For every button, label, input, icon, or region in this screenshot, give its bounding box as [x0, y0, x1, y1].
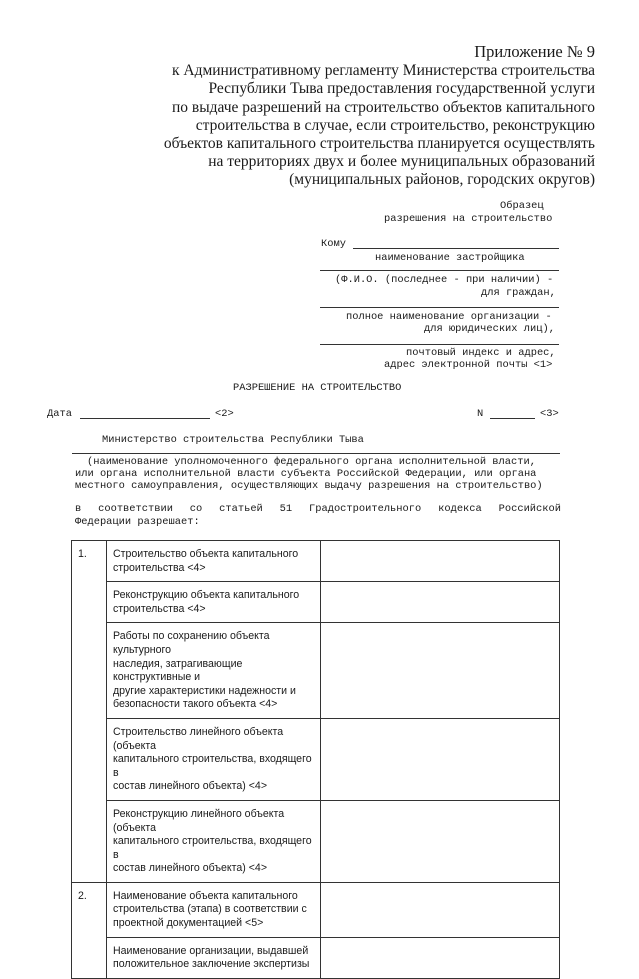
fio-caption: для граждан,: [481, 287, 556, 299]
row-label-line: строительства (этапа) в соответствии с: [113, 903, 307, 916]
permission-statement: [75, 503, 561, 515]
row-label-line: состав линейного объекта) <4>: [113, 862, 268, 875]
row-label-line: другие характеристики надежности и: [113, 684, 296, 697]
org-line: [320, 307, 559, 308]
number-note: <3>: [540, 408, 559, 420]
header-line: на территориях двух и более муниципальных образований: [208, 153, 595, 171]
row-label-line: капитального строительства, входящего в: [113, 835, 312, 861]
row-label-line: Строительство объекта капитального: [113, 548, 299, 560]
row-label-line: положительное заключение экспертизы: [113, 958, 310, 971]
row-label-line: строительства <4>: [113, 561, 206, 574]
row-value[interactable]: [321, 623, 560, 719]
row-label-line: безопасности такого объекта <4>: [113, 698, 278, 711]
row-label: [107, 937, 321, 978]
row-number: 2.: [72, 882, 107, 978]
table-row: [72, 718, 560, 800]
fio-line: [320, 270, 559, 271]
header-line: объектов капитального строительства планируется осуществлять: [163, 135, 595, 153]
row-label-line: строительства <4>: [113, 602, 206, 615]
sample-label: Образец: [500, 200, 544, 212]
recipient-line: [353, 248, 559, 249]
row-label-line: Реконструкцию объекта капитального: [113, 589, 300, 602]
org-caption: полное наименование организации -: [346, 311, 552, 323]
header-line: (муниципальных районов, городских округов): [289, 171, 595, 189]
row-label: [107, 623, 321, 719]
authority-caption: или органа исполнительной власти субъекта Российской Федерации, или органа: [75, 468, 537, 480]
permission-word: кодекса: [438, 503, 482, 515]
row-value[interactable]: [321, 582, 560, 623]
date-note: <2>: [215, 408, 234, 420]
row-value[interactable]: [321, 541, 560, 582]
row-label: [107, 882, 321, 937]
address-caption: адрес электронной почты <1>: [384, 359, 553, 371]
permission-word: со: [189, 503, 203, 515]
row-label-line: проектной документацией <5>: [113, 917, 264, 930]
table-row: [72, 541, 560, 582]
permission-word: соответствии: [98, 503, 173, 515]
row-label-line: капитального строительства, входящего в: [113, 753, 312, 779]
row-label: [107, 800, 321, 882]
permission-word: статьей: [219, 503, 263, 515]
row-value[interactable]: [321, 882, 560, 937]
sample-subtitle: разрешения на строительство: [384, 213, 553, 225]
header-line: к Административному регламенту Министерства строительства: [171, 62, 595, 80]
authority-line: [72, 453, 560, 454]
permission-statement-end: Федерации разрешает:: [75, 516, 200, 528]
row-label: [107, 582, 321, 623]
appendix-header: [164, 43, 595, 190]
permission-word: Градостроительного: [309, 503, 422, 515]
row-label-line: Работы по сохранению объекта культурного: [113, 630, 270, 656]
authority-caption: (наименование уполномоченного федерального органа исполнительной власти,: [87, 456, 536, 468]
permission-word: Российской: [498, 503, 561, 515]
number-label: N: [477, 408, 484, 420]
date-label: Дата: [47, 408, 72, 420]
row-label-line: наследия, затрагивающие конструктивные и: [113, 657, 243, 684]
to-label: Кому: [321, 238, 346, 250]
fio-caption: (Ф.И.О. (последнее - при наличии) -: [335, 274, 554, 286]
developer-caption: наименование застройщика: [375, 252, 525, 264]
appendix-number: Приложение № 9: [474, 42, 595, 61]
number-field: [490, 418, 535, 419]
org-caption: для юридических лиц),: [424, 323, 555, 335]
row-value[interactable]: [321, 937, 560, 978]
row-label-line: Наименование объекта капитального: [113, 889, 298, 902]
header-line: Республики Тыва предоставления государственной услуги: [208, 80, 595, 98]
row-label: [107, 718, 321, 800]
row-label-line: Строительство линейного объекта (объекта: [113, 725, 284, 752]
date-field: [80, 418, 210, 419]
permission-word: 51: [279, 503, 293, 515]
address-caption: почтовый индекс и адрес,: [406, 347, 556, 359]
table-row: [72, 623, 560, 719]
table-row: [72, 937, 560, 978]
address-line: [320, 344, 559, 345]
row-value[interactable]: [321, 800, 560, 882]
row-label-line: Наименование организации, выдавшей: [113, 944, 309, 957]
document-title: РАЗРЕШЕНИЕ НА СТРОИТЕЛЬСТВО: [233, 382, 402, 394]
row-label-line: Реконструкцию линейного объекта (объекта: [113, 807, 285, 834]
table-row: [72, 882, 560, 937]
authority-caption: местного самоуправления, осуществляющих выдачу разрешения на строительство): [75, 480, 543, 492]
table-row: [72, 582, 560, 623]
header-line: по выдаче разрешений на строительство объектов капитального: [171, 98, 595, 116]
header-line: строительства в случае, если строительство, реконструкцию: [195, 116, 595, 134]
table-row: [72, 800, 560, 882]
row-label-line: состав линейного объекта) <4>: [113, 780, 268, 793]
authority-name: Министерство строительства Республики Тыва: [102, 434, 364, 446]
permit-table: [71, 540, 560, 979]
row-value[interactable]: [321, 718, 560, 800]
row-number: 1.: [72, 541, 107, 883]
permission-word: в: [75, 503, 82, 515]
row-label: [107, 541, 321, 582]
